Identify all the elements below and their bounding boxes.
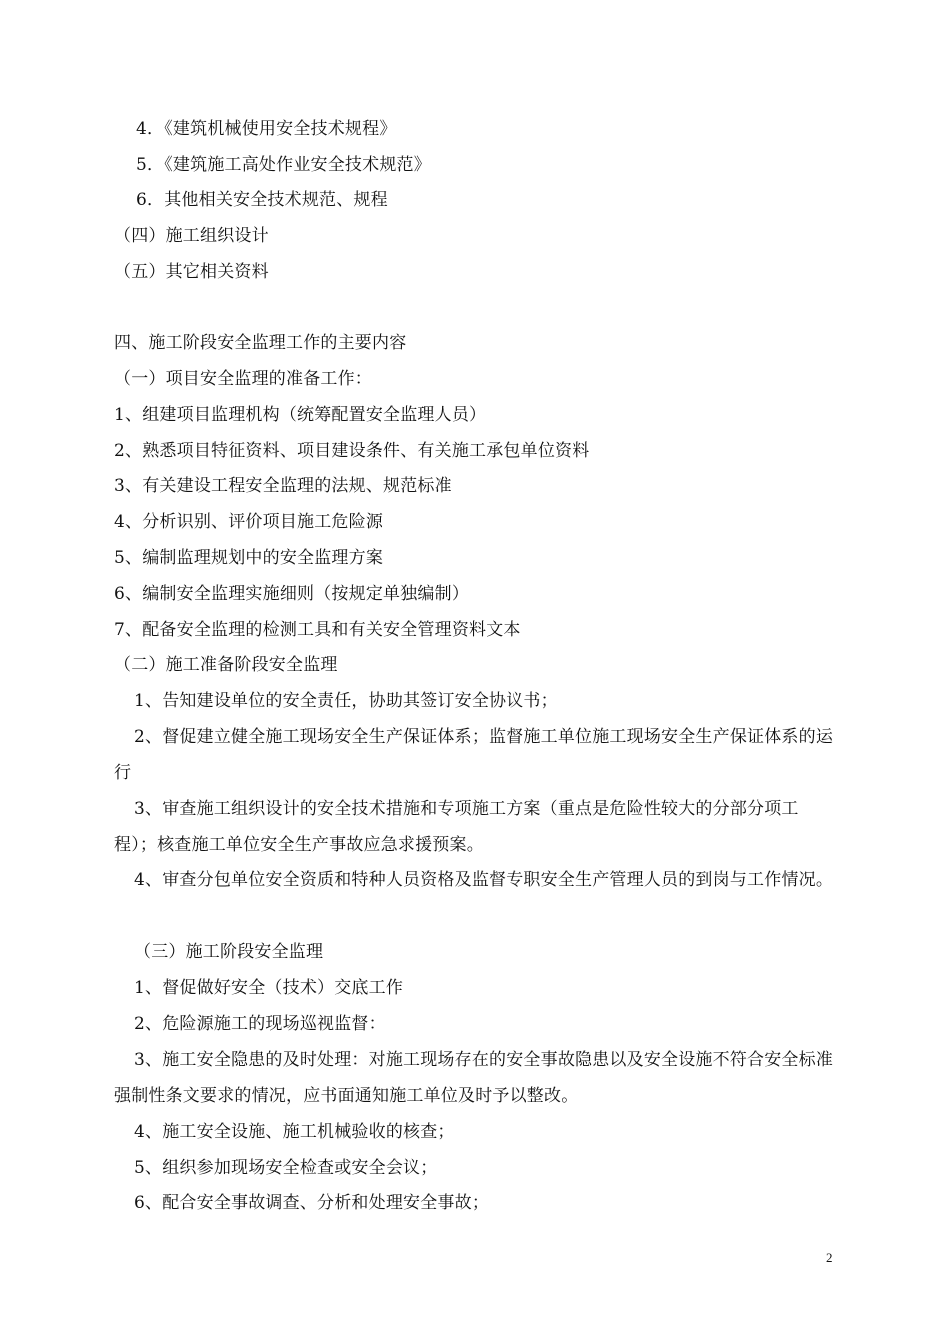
construction-item-6: 6、配合安全事故调查、分析和处理安全事故； — [134, 1193, 490, 1213]
construction-item-1: 1、督促做好安全（技术）交底工作 — [134, 978, 404, 998]
subsection-heading-3: （三）施工阶段安全监理 — [134, 942, 324, 962]
construction-item-3: 3、施工安全隐患的及时处理：对施工现场存在的安全事故隐患以及安全设施不符合安全标准强制性条文要求的情况，应书面通知施工单位及时予以整改。 — [114, 1050, 834, 1106]
subsection-heading-2: （二）施工准备阶段安全监理 — [114, 655, 338, 675]
chapter-heading: 四、施工阶段安全监理工作的主要内容 — [114, 333, 407, 353]
construction-item-4: 4、施工安全设施、施工机械验收的核查； — [134, 1122, 455, 1142]
pre-construction-item-2: 2、督促建立健全施工现场安全生产保证体系；监督施工单位施工现场安全生产保证体系的运行 — [114, 727, 834, 783]
prep-item-7: 7、配备安全监理的检测工具和有关安全管理资料文本 — [114, 620, 521, 640]
reference-item-6: 6．其他相关安全技术规范、规程 — [136, 190, 388, 210]
prep-item-2: 2、熟悉项目特征资料、项目建设条件、有关施工承包单位资料 — [114, 441, 590, 461]
prep-item-4: 4、分析识别、评价项目施工危险源 — [114, 512, 384, 532]
page-number: 2 — [826, 1250, 833, 1265]
prep-item-5: 5、编制监理规划中的安全监理方案 — [114, 548, 384, 568]
reference-item-4: 4．《建筑机械使用安全技术规程》 — [136, 119, 397, 139]
construction-item-2: 2、危险源施工的现场巡视监督： — [134, 1014, 386, 1034]
prep-item-1: 1、组建项目监理机构（统筹配置安全监理人员） — [114, 405, 487, 425]
prep-item-3: 3、有关建设工程安全监理的法规、规范标准 — [114, 476, 452, 496]
section-heading-4: （四）施工组织设计 — [114, 226, 269, 246]
reference-item-5: 5．《建筑施工高处作业安全技术规范》 — [136, 155, 431, 175]
pre-construction-item-1: 1、告知建设单位的安全责任，协助其签订安全协议书； — [134, 691, 558, 711]
pre-construction-item-3: 3、审查施工组织设计的安全技术措施和专项施工方案（重点是危险性较大的分部分项工程）；核查施工单位安全生产事故应急求援预案。 — [114, 799, 799, 855]
pre-construction-item-4: 4、审查分包单位安全资质和特种人员资格及监督专职安全生产管理人员的到岗与工作情况。 — [134, 870, 834, 890]
subsection-heading-1: （一）项目安全监理的准备工作： — [114, 369, 372, 389]
prep-item-6: 6、编制安全监理实施细则（按规定单独编制） — [114, 584, 470, 604]
section-heading-5: （五）其它相关资料 — [114, 262, 269, 282]
construction-item-5: 5、组织参加现场安全检查或安全会议； — [134, 1158, 438, 1178]
